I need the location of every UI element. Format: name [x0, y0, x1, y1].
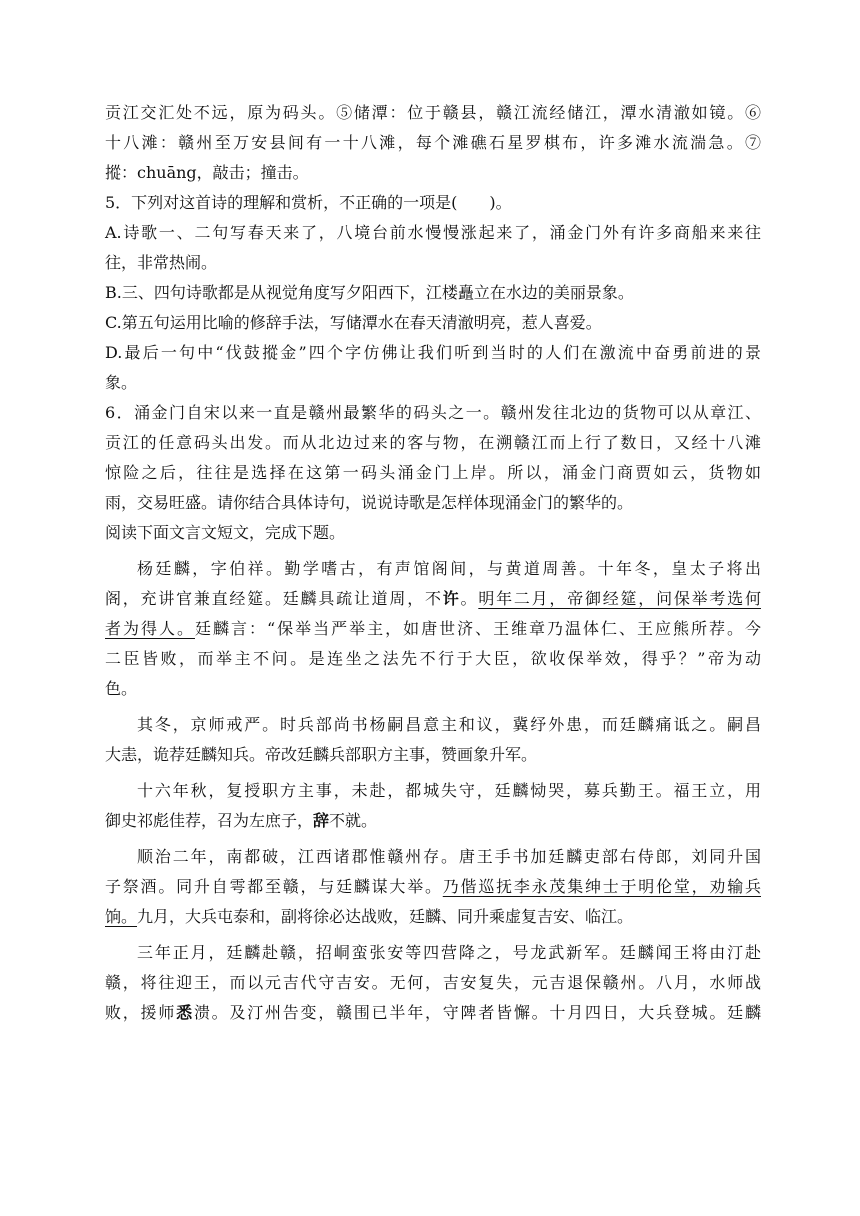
question-6-line: 6．涌金门自宋以来一直是赣州最繁华的码头之一。赣州发往北边的货物可以从章江、: [105, 403, 761, 422]
option-a-cont: 往，非常热闹。: [105, 253, 218, 272]
passage-text: 。: [460, 589, 479, 608]
underlined-sentence: 者为得人。: [105, 619, 195, 638]
passage-text: 不就。: [329, 811, 378, 830]
option-b: B.三、四句诗歌都是从视觉角度写夕阳西下，江楼矗立在水边的美丽景象。: [105, 283, 634, 302]
passage-line: 三年正月，廷麟赴赣，招峒蛮张安等四营降之，号龙武新军。廷麟闻王将由汀赴: [137, 943, 761, 962]
classical-passage: [105, 554, 761, 1028]
passage-paragraph-1: [105, 554, 761, 704]
passage-text: 子祭酒。同升自雩都至赣，与廷麟谋大举。: [105, 877, 443, 896]
reading-instruction: 阅读下面文言文短文，完成下题。: [105, 523, 346, 542]
question-6-line: 惊险之后，往往是选择在这第一码头涌金门上岸。所以，涌金门商贾如云，货物如: [105, 463, 761, 482]
passage-line: [105, 584, 761, 614]
passage-text: 败，援师: [105, 1003, 177, 1022]
passage-line: 赣，将往迎王，而以元吉代守吉安。无何，吉安复失，元吉退保赣州。八月，水师战: [105, 973, 761, 992]
bold-word: 悉: [176, 1003, 194, 1022]
passage-paragraph-4: [105, 842, 761, 932]
passage-line: [105, 998, 761, 1028]
question-6-line: 贡江的任意码头出发。而从北边过来的客与物，在溯赣江而上行了数日，又经十八滩: [105, 433, 761, 452]
passage-line: 色。: [105, 679, 138, 698]
passage-line: [105, 614, 761, 644]
underlined-sentence: 明年二月，帝御经筵，问保举考选何: [478, 589, 761, 608]
question-6-line: 雨，交易旺盛。请你结合具体诗句，说说诗歌是怎样体现涌金门的繁华的。: [105, 493, 634, 512]
question-5: [105, 188, 761, 398]
passage-line: [105, 806, 761, 836]
passage-line: [105, 872, 761, 902]
option-d: D.最后一句中“伐鼓摐金”四个字仿佛让我们听到当时的人们在激流中奋勇前进的景: [105, 343, 761, 362]
passage-text: 廷麟言：“保举当严举主，如唐世济、王维章乃温体仁、王应熊所荐。今: [194, 619, 761, 638]
question-stem: 5．下列对这首诗的理解和赏析，不正确的一项是( )。: [105, 193, 512, 212]
passage-line: 杨廷麟，字伯祥。勤学嗜古，有声馆阁间，与黄道周善。十年冬，皇太子将出: [137, 559, 761, 578]
annotation-notes: [105, 98, 761, 188]
option-d-cont: 象。: [105, 373, 138, 392]
option-c: C.第五句运用比喻的修辞手法，写储潭水在春天清澈明亮，惹人喜爱。: [105, 313, 602, 332]
passage-line: [105, 902, 761, 932]
question-6: [105, 398, 761, 518]
passage-text: 九月，大兵屯泰和，副将徐必达战败，廷麟、同升乘虚复吉安、临江。: [137, 907, 634, 926]
passage-text: 溃。及汀州告变，赣围已半年，守陴者皆懈。十月四日，大兵登城。廷麟: [193, 1003, 761, 1022]
passage-text: 阁，充讲官兼直经筵。廷麟具疏让道周，不: [105, 589, 443, 608]
passage-line: 二臣皆败，而举主不问。是连坐之法先不行于大臣，欲收保举效，得乎？”帝为动: [105, 649, 761, 668]
passage-paragraph-3: [105, 776, 761, 836]
underlined-sentence: 饷。: [105, 907, 138, 926]
underlined-sentence: 乃偕巡抚李永茂集绅士于明伦堂，劝输兵: [442, 877, 761, 896]
passage-line: 顺治二年，南都破，江西诸郡惟赣州存。唐王手书加廷麟吏部右侍郎，刘同升国: [137, 847, 761, 866]
option-a: A.诗歌一、二句写春天来了，八境台前水慢慢涨起来了，涌金门外有许多商船来来往: [105, 223, 761, 242]
passage-line: 其冬，京师戒严。时兵部尚书杨嗣昌意主和议，冀纾外患，而廷麟痛诋之。嗣昌: [137, 715, 761, 734]
note-line: 十八滩：赣州至万安县间有一十八滩，每个滩礁石星罗棋布，许多滩水流湍急。⑦: [105, 133, 761, 152]
passage-line: 大恚，诡荐廷麟知兵。帝改廷麟兵部职方主事，赞画象升军。: [105, 745, 538, 764]
passage-paragraph-5: [105, 938, 761, 1028]
note-line: 贡江交汇处不远，原为码头。⑤储潭：位于赣县，赣江流经储江，潭水清澈如镜。⑥: [105, 103, 761, 122]
note-line: 摐：chuāng，敲击；撞击。: [105, 163, 309, 182]
passage-line: 十六年秋，复授职方主事，未赴，都城失守，廷麟恸哭，募兵勤王。福王立，用: [137, 781, 761, 800]
passage-paragraph-2: [105, 710, 761, 770]
passage-text: 御史祁彪佳荐，召为左庶子，: [105, 811, 314, 830]
bold-word: 辞: [313, 811, 330, 830]
bold-word: 许: [442, 589, 461, 608]
